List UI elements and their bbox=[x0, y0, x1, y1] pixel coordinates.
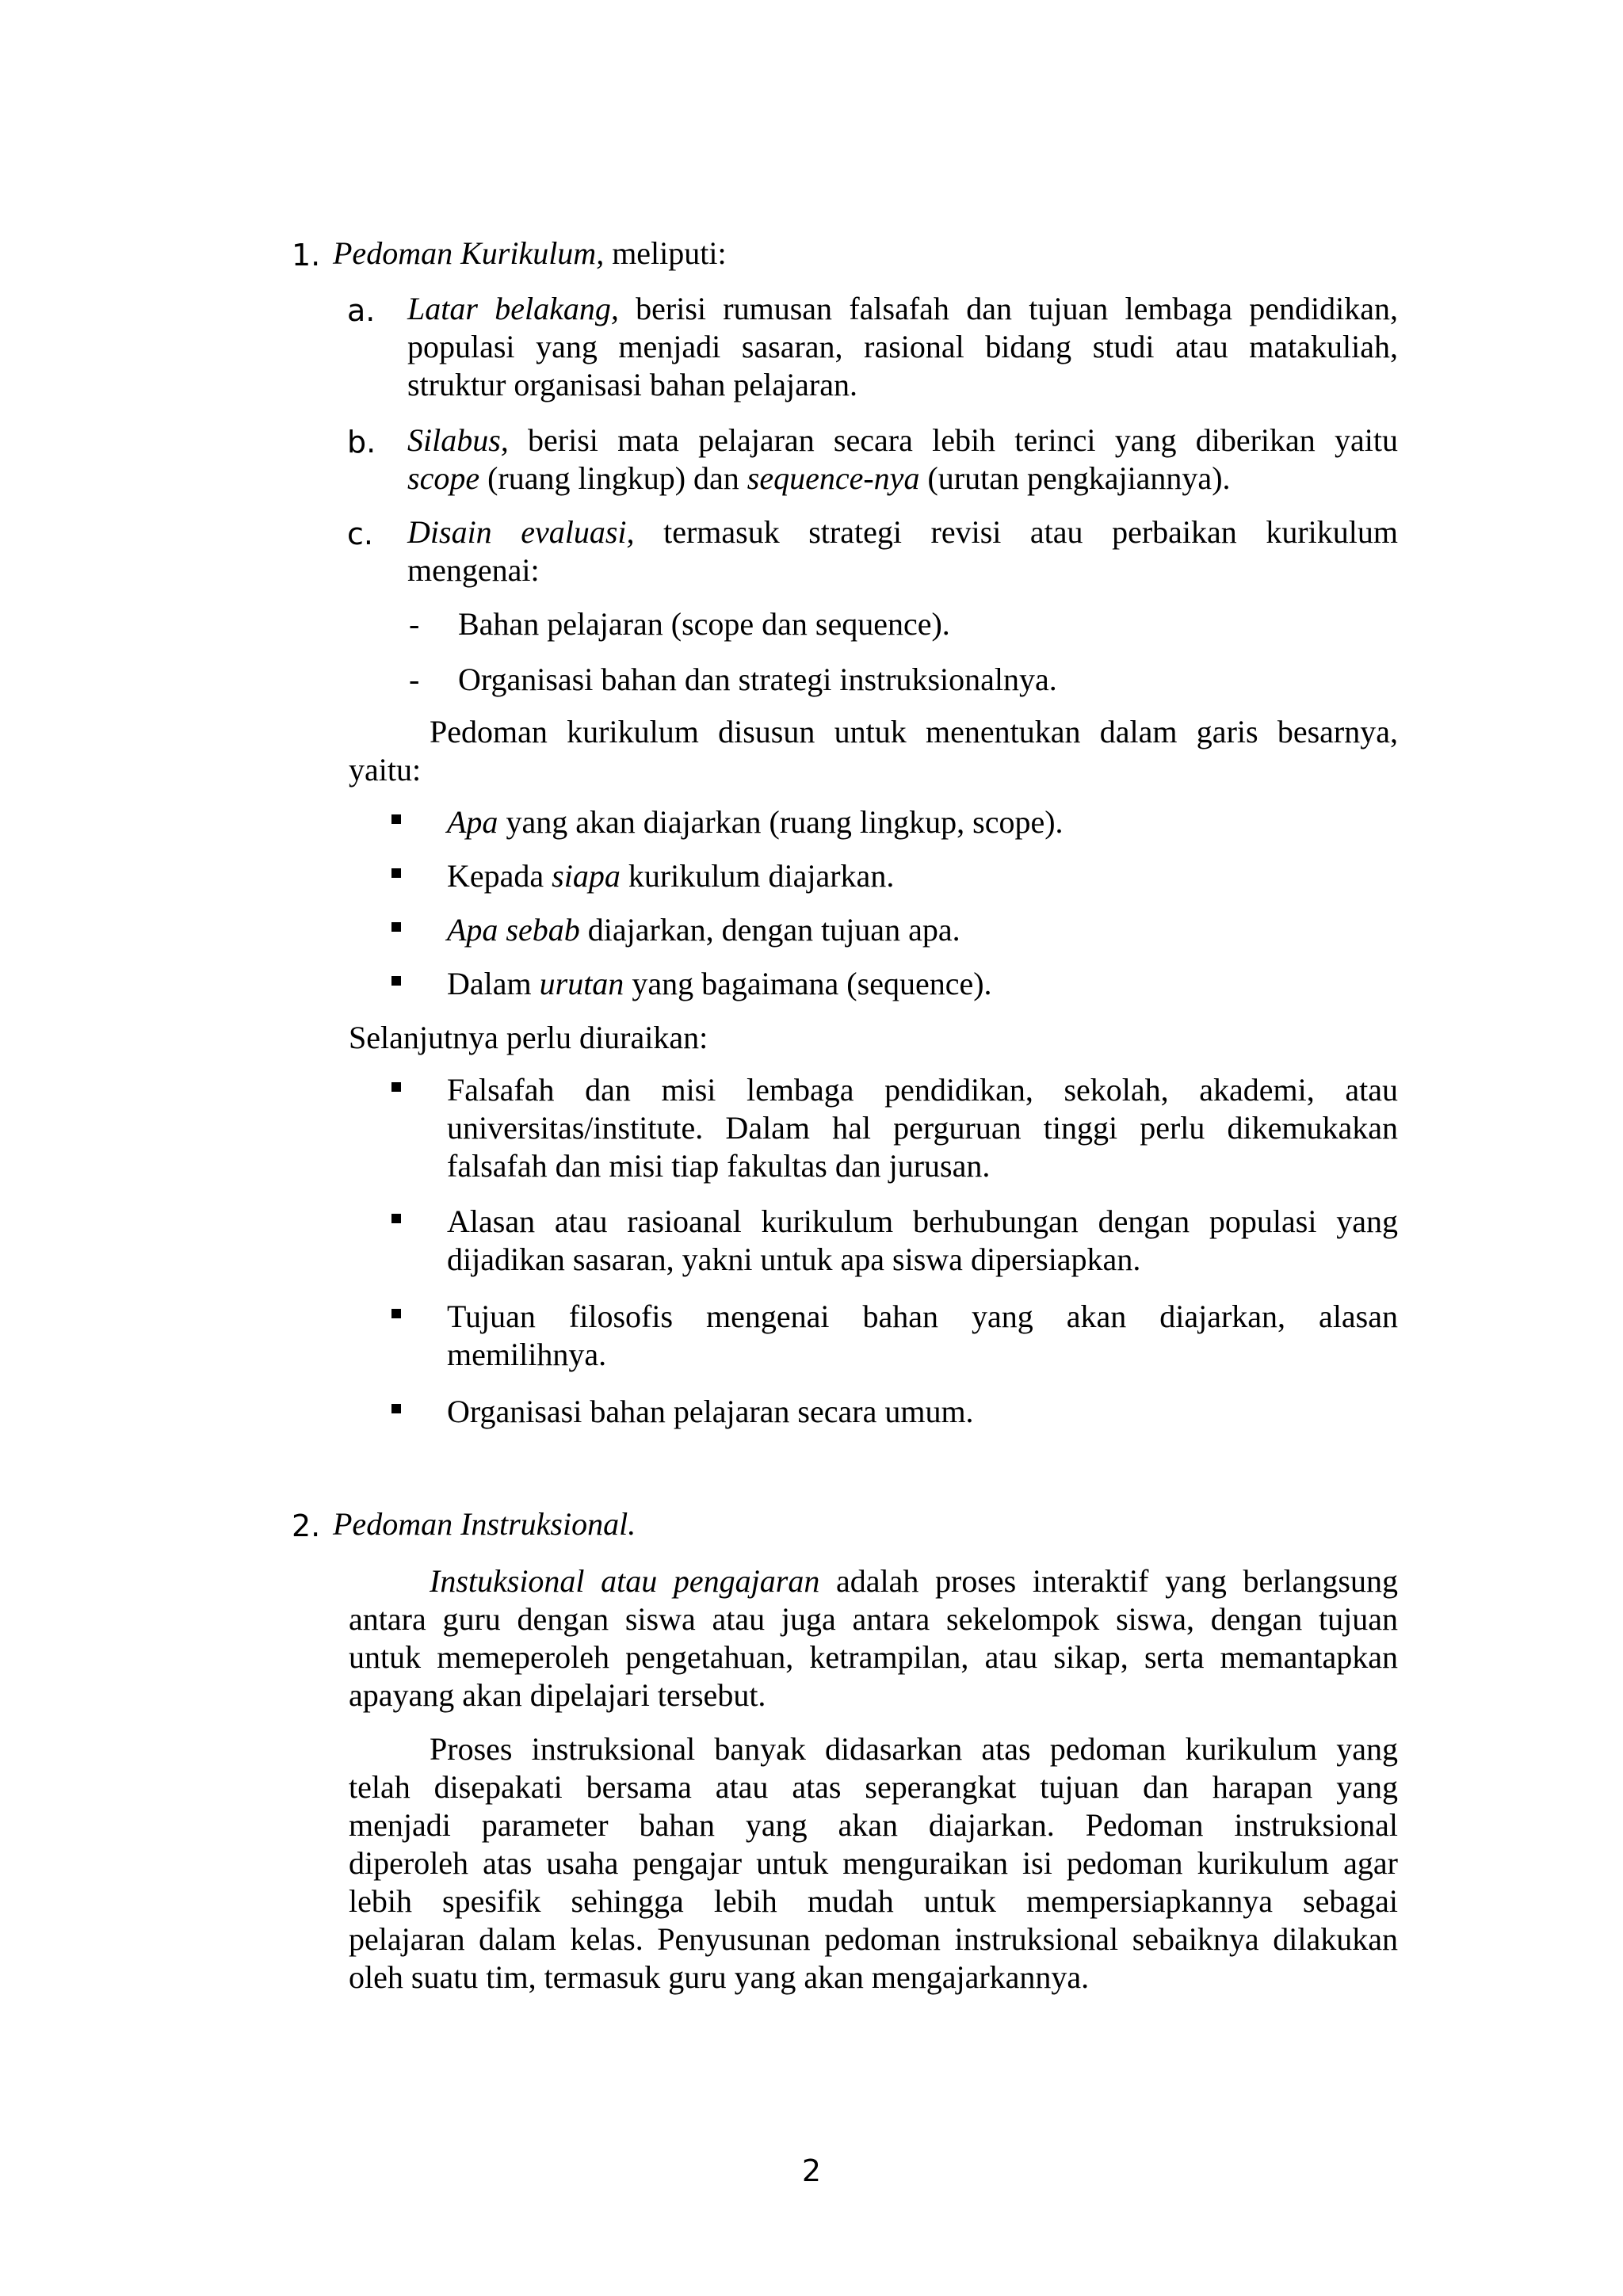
section-title-italic: Pedoman Kurikulum, bbox=[333, 235, 605, 271]
bullet-line: Alasan atau rasioanal kurikulum berhubungan dengan populasi yang bbox=[447, 1203, 1398, 1239]
paragraph-line: oleh suatu tim, termasuk guru yang akan mengajarkannya. bbox=[349, 1959, 1090, 1995]
paragraph-line: pelajaran dalam kelas. Penyusunan pedoman instruksional sebaiknya dilakukan bbox=[349, 1921, 1398, 1957]
paragraph-line: Proses instruksional banyak didasarkan atas pedoman kurikulum yang bbox=[430, 1731, 1398, 1767]
bullet-italic: Apa bbox=[447, 804, 498, 840]
bullet-line: dijadikan sasaran, yakni untuk apa siswa dipersiapkan. bbox=[447, 1241, 1141, 1277]
bullet-line: Organisasi bahan pelajaran secara umum. bbox=[447, 1394, 974, 1429]
bullet-line: falsafah dan misi tiap fakultas dan jurusan. bbox=[447, 1148, 991, 1184]
item-letter: a. bbox=[347, 293, 376, 328]
paragraph-text: adalah proses interaktif yang berlangsung bbox=[819, 1563, 1399, 1599]
paragraph-line: lebih spesifik sehingga lebih mudah untuk mempersiapkannya sebagai bbox=[349, 1883, 1398, 1919]
bullet-square bbox=[391, 976, 401, 986]
item-c-text: termasuk strategi revisi atau perbaikan kurikulum bbox=[634, 514, 1398, 550]
bullet-line: Falsafah dan misi lembaga pendidikan, sekolah, akademi, atau bbox=[447, 1072, 1398, 1108]
paragraph-line: Pedoman kurikulum disusun untuk menentukan dalam garis besarnya, bbox=[430, 714, 1398, 749]
dash-marker: - bbox=[409, 606, 420, 642]
item-b-line1 bbox=[407, 421, 1398, 460]
item-a-line1 bbox=[407, 290, 1398, 328]
bullet-line: Tujuan filosofis mengenai bahan yang akan diajarkan, alasan bbox=[447, 1299, 1398, 1334]
bullet-text: yang akan diajarkan (ruang lingkup, scope). bbox=[498, 804, 1064, 840]
item-b-italic: Silabus, bbox=[407, 422, 509, 458]
bullet-line: universitas/institute. Dalam hal perguruan tinggi perlu dikemukakan bbox=[447, 1110, 1398, 1146]
paragraph-italic: Instuksional atau pengajaran bbox=[430, 1563, 820, 1599]
item-c-italic: Disain evaluasi, bbox=[407, 514, 635, 550]
item-b-mid: (ruang lingkup) dan bbox=[479, 460, 747, 496]
bullet-text: kurikulum diajarkan. bbox=[620, 858, 895, 894]
item-a-line2: populasi yang menjadi sasaran, rasional bidang studi atau matakuliah, bbox=[407, 329, 1398, 364]
bullet-text: diajarkan, dengan tujuan apa. bbox=[579, 912, 960, 948]
bullet-square bbox=[391, 922, 401, 932]
paragraph-line: Selanjutnya perlu diuraikan: bbox=[349, 1020, 708, 1055]
bullet-text: Kepada bbox=[447, 858, 552, 894]
bullet-line: memilihnya. bbox=[447, 1337, 607, 1372]
bullet-item bbox=[447, 965, 992, 1003]
section-heading bbox=[333, 235, 1442, 273]
sequence-italic: sequence-nya bbox=[747, 460, 920, 496]
paragraph-line: menjadi parameter bahan yang akan diajarkan. Pedoman instruksional bbox=[349, 1807, 1398, 1843]
paragraph-line: apayang akan dipelajari tersebut. bbox=[349, 1677, 766, 1713]
item-c-line1 bbox=[407, 513, 1398, 551]
item-a-text: berisi rumusan falsafah dan tujuan lembaga pendidikan, bbox=[618, 291, 1398, 326]
dash-item: Bahan pelajaran (scope dan sequence). bbox=[458, 606, 950, 642]
bullet-square bbox=[391, 1082, 401, 1092]
item-a-line3: struktur organisasi bahan pelajaran. bbox=[407, 367, 857, 402]
section-title-rest: meliputi: bbox=[604, 235, 727, 271]
item-letter: b. bbox=[347, 425, 376, 460]
section-number: 2. bbox=[292, 1508, 321, 1543]
item-c-line2: mengenai: bbox=[407, 552, 540, 588]
dash-marker: - bbox=[409, 662, 420, 697]
page-number: 2 bbox=[801, 2153, 822, 2188]
bullet-square bbox=[391, 868, 401, 878]
bullet-square bbox=[391, 1309, 401, 1318]
dash-item: Organisasi bahan dan strategi instruksionalnya. bbox=[458, 662, 1057, 697]
item-a-italic: Latar belakang, bbox=[407, 291, 619, 326]
paragraph-line bbox=[430, 1562, 1398, 1600]
bullet-italic: Apa sebab bbox=[447, 912, 580, 948]
item-b-line2 bbox=[407, 460, 1398, 498]
bullet-square bbox=[391, 814, 401, 824]
paragraph-line: yaitu: bbox=[349, 752, 422, 788]
section-heading bbox=[333, 1505, 636, 1543]
section-title-italic: Pedoman Instruksional. bbox=[333, 1506, 636, 1542]
bullet-item bbox=[447, 911, 960, 949]
bullet-item bbox=[447, 803, 1064, 841]
item-letter: c. bbox=[347, 517, 373, 551]
scope-italic: scope bbox=[407, 460, 480, 496]
bullet-text: yang bagaimana (sequence). bbox=[624, 966, 992, 1001]
bullet-square bbox=[391, 1214, 401, 1223]
bullet-square bbox=[391, 1404, 401, 1413]
item-b-end: (urutan pengkajiannya). bbox=[919, 460, 1231, 496]
bullet-item bbox=[447, 857, 894, 895]
section-number: 1. bbox=[292, 238, 321, 273]
item-b-text: berisi mata pelajaran secara lebih terinci yang diberikan yaitu bbox=[508, 422, 1398, 458]
paragraph-line: diperoleh atas usaha pengajar untuk menguraikan isi pedoman kurikulum agar bbox=[349, 1845, 1398, 1881]
paragraph-line: antara guru dengan siswa atau juga antara sekelompok siswa, dengan tujuan bbox=[349, 1601, 1398, 1637]
bullet-text: Dalam bbox=[447, 966, 540, 1001]
paragraph-line: untuk memeperoleh pengetahuan, ketrampilan, atau sikap, serta memantapkan bbox=[349, 1639, 1398, 1675]
paragraph-line: telah disepakati bersama atau atas seperangkat tujuan dan harapan yang bbox=[349, 1769, 1398, 1805]
bullet-italic: urutan bbox=[539, 966, 624, 1001]
bullet-italic: siapa bbox=[552, 858, 621, 894]
